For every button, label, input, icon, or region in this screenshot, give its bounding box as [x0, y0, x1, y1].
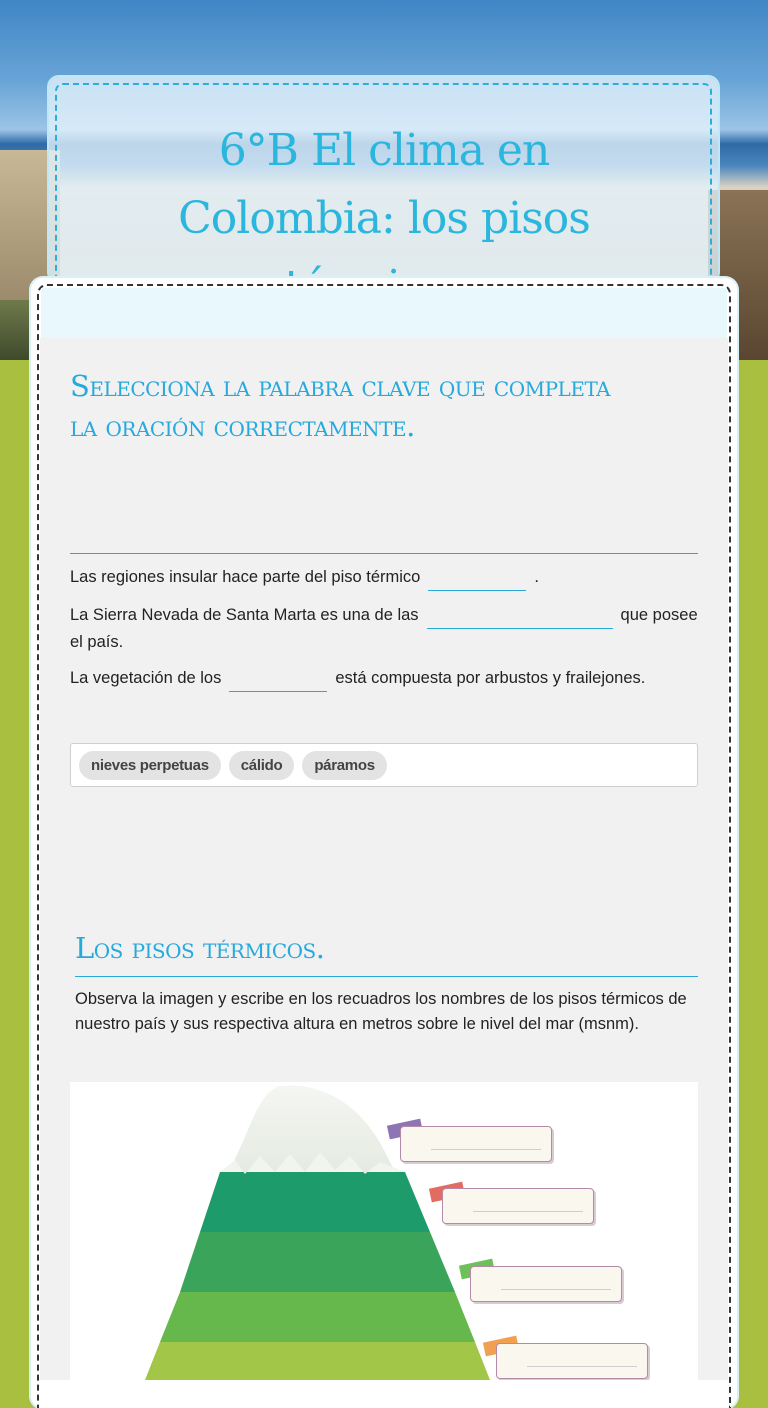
- section-divider: [70, 553, 698, 554]
- section-heading-pisos: Los pisos térmicos.: [75, 931, 325, 965]
- title-card: [49, 77, 718, 282]
- answer-blank-2[interactable]: [427, 608, 613, 629]
- mountain-diagram: [70, 1082, 698, 1380]
- page-title: 6°B El clima en Colombia: los pisos: [178, 125, 590, 244]
- word-chip-calido[interactable]: cálido: [229, 751, 295, 780]
- sentence-1: [70, 564, 698, 591]
- sentence-text: La vegetación de los: [70, 669, 222, 687]
- word-chip-paramos[interactable]: páramos: [302, 751, 386, 780]
- word-bank: [70, 743, 698, 787]
- section-heading-select: Selecciona la palabra clave que completa la oración correctamente.: [70, 369, 611, 443]
- sentence-text: está compuesta por arbustos y frailejones.: [335, 669, 646, 687]
- label-box-1[interactable]: [400, 1126, 552, 1162]
- instructions-text: Observa la imagen y escribe en los recuadros los nombres de los pisos térmicos de nuestro país y sus respectiva altura en metros sobre le nivel del mar (msnm).: [75, 990, 687, 1033]
- label-box-2[interactable]: [442, 1188, 594, 1224]
- mountain-illustration: [70, 1082, 698, 1380]
- worksheet-header-strip: [41, 288, 727, 338]
- answer-blank-1[interactable]: [428, 570, 526, 591]
- section-divider: [75, 976, 698, 977]
- sentence-3: [70, 665, 698, 692]
- label-box-3[interactable]: [470, 1266, 622, 1302]
- sentence-text: .: [534, 568, 539, 586]
- sentence-text: Las regiones insular hace parte del piso térmico: [70, 568, 421, 586]
- sentence-text: que posee el país.: [70, 606, 698, 651]
- answer-blank-3[interactable]: [229, 671, 327, 692]
- sentence-2: [70, 602, 698, 656]
- sentence-text: La Sierra Nevada de Santa Marta es una de las: [70, 606, 419, 624]
- label-box-4[interactable]: [496, 1343, 648, 1379]
- word-chip-nieves-perpetuas[interactable]: nieves perpetuas: [79, 751, 221, 780]
